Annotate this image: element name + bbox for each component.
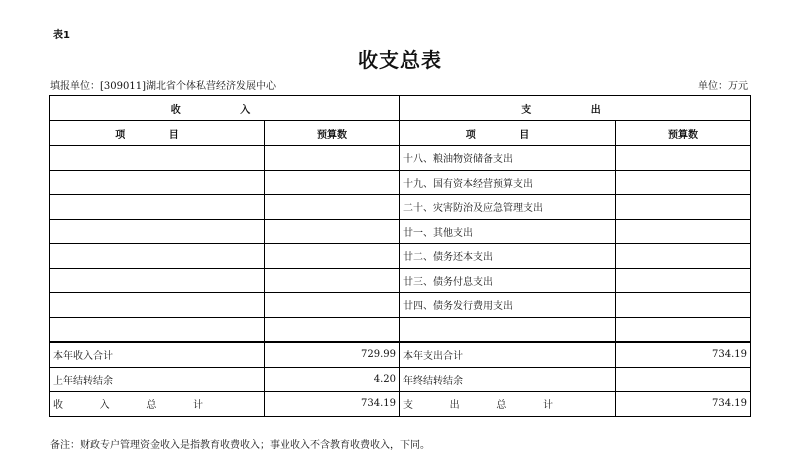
income-budget-header: 预算数: [265, 121, 400, 146]
income-value: [265, 219, 400, 244]
expense-item: 廿三、债务付息支出: [400, 268, 616, 293]
expense-item: 十八、粮油物资储备支出: [400, 146, 616, 171]
table-row: [50, 170, 751, 195]
income-item: [50, 317, 265, 342]
expense-item: 廿二、债务还本支出: [400, 244, 616, 269]
table-row: [50, 146, 751, 171]
column-header-row: [50, 121, 751, 146]
table-row: [50, 268, 751, 293]
currency-unit: 单位：万元: [698, 81, 748, 92]
income-total-label: 收 入 总 计: [50, 392, 265, 417]
income-value: [265, 268, 400, 293]
income-item: [50, 146, 265, 171]
year-total-row: [50, 342, 751, 367]
income-value: [265, 170, 400, 195]
income-item: [50, 195, 265, 220]
income-section-header: 收 入: [50, 96, 400, 121]
income-value: [265, 317, 400, 342]
year-expense-label: 本年支出合计: [400, 342, 616, 367]
expense-total-label: 支 出 总 计: [400, 392, 616, 417]
income-value: [265, 244, 400, 269]
filler-unit: 填报单位：[309011]湖北省个体私营经济发展中心: [50, 81, 276, 92]
expense-item: 廿四、债务发行费用支出: [400, 293, 616, 318]
income-value: [265, 195, 400, 220]
expense-value: [616, 268, 751, 293]
expense-item: [400, 317, 616, 342]
table-row: [50, 293, 751, 318]
year-end-value: [616, 367, 751, 392]
expense-item: 廿一、其他支出: [400, 219, 616, 244]
footnote: 备注：财政专户管理资金收入是指教育收费收入；事业收入不含教育收费收入，下同。: [50, 440, 430, 451]
expense-value: [616, 244, 751, 269]
expense-value: [616, 170, 751, 195]
table-row: [50, 195, 751, 220]
income-item-header: 项 目: [50, 121, 265, 146]
table-number: 表1: [53, 30, 70, 41]
income-value: [265, 146, 400, 171]
page-title: 收支总表: [358, 48, 442, 72]
table-row: [50, 244, 751, 269]
year-income-label: 本年收入合计: [50, 342, 265, 367]
income-item: [50, 268, 265, 293]
expense-item: 十九、国有资本经营预算支出: [400, 170, 616, 195]
income-item: [50, 219, 265, 244]
expense-item: 二十、灾害防治及应急管理支出: [400, 195, 616, 220]
section-header-row: [50, 96, 751, 121]
table-row: [50, 317, 751, 342]
carryover-value: 4.20: [265, 367, 400, 392]
carryover-row: [50, 367, 751, 392]
expense-value: [616, 293, 751, 318]
expense-value: [616, 195, 751, 220]
expense-section-header: 支 出: [400, 96, 751, 121]
carryover-label: 上年结转结余: [50, 367, 265, 392]
expense-value: [616, 317, 751, 342]
income-total-value: 734.19: [265, 392, 400, 417]
income-expense-table: [49, 95, 751, 417]
expense-value: [616, 219, 751, 244]
expense-item-header: 项 目: [400, 121, 616, 146]
grand-total-row: [50, 392, 751, 417]
income-value: [265, 293, 400, 318]
year-expense-value: 734.19: [616, 342, 751, 367]
expense-total-value: 734.19: [616, 392, 751, 417]
table-row: [50, 219, 751, 244]
expense-budget-header: 预算数: [616, 121, 751, 146]
income-item: [50, 170, 265, 195]
year-income-value: 729.99: [265, 342, 400, 367]
income-item: [50, 293, 265, 318]
year-end-label: 年终结转结余: [400, 367, 616, 392]
expense-value: [616, 146, 751, 171]
income-item: [50, 244, 265, 269]
